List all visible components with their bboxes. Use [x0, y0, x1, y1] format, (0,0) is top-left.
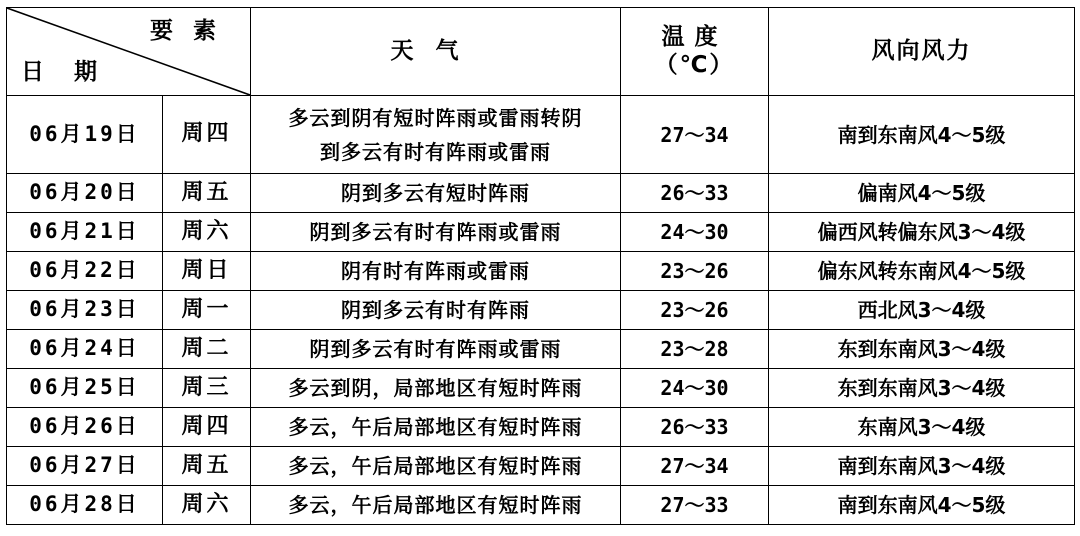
weekday-cell: 周日 — [163, 252, 251, 291]
weekday-cell: 周三 — [163, 369, 251, 408]
date-cell: 06月20日 — [7, 174, 163, 213]
date-cell: 06月22日 — [7, 252, 163, 291]
wind-cell: 偏西风转偏东风3～4级 — [769, 213, 1075, 252]
wind-cell: 东到东南风3～4级 — [769, 369, 1075, 408]
header-temperature-label: 温度 — [661, 23, 728, 50]
table-row — [7, 447, 1075, 486]
forecast-table — [6, 7, 1075, 525]
temperature-cell: 27～34 — [621, 447, 769, 486]
header-wind: 风向风力 — [769, 8, 1075, 96]
wind-cell: 东到东南风3～4级 — [769, 330, 1075, 369]
wind-cell: 偏南风4～5级 — [769, 174, 1075, 213]
corner-elements-label: 要素 — [150, 18, 236, 44]
table-row — [7, 252, 1075, 291]
header-temperature — [621, 8, 769, 96]
date-cell: 06月26日 — [7, 408, 163, 447]
corner-date-label: 日期 — [21, 59, 127, 86]
date-cell: 06月24日 — [7, 330, 163, 369]
table-row — [7, 96, 1075, 174]
header-temperature-unit: （℃） — [654, 51, 735, 78]
weather-cell: 阴到多云有时有阵雨或雷雨 — [251, 330, 621, 369]
date-cell: 06月27日 — [7, 447, 163, 486]
date-cell: 06月28日 — [7, 486, 163, 525]
date-cell: 06月19日 — [7, 96, 163, 174]
temperature-cell: 23～26 — [621, 252, 769, 291]
wind-cell: 西北风3～4级 — [769, 291, 1075, 330]
weekday-cell: 周二 — [163, 330, 251, 369]
table-row — [7, 408, 1075, 447]
date-cell: 06月25日 — [7, 369, 163, 408]
weekday-cell: 周四 — [163, 96, 251, 174]
wind-cell: 南到东南风4～5级 — [769, 486, 1075, 525]
weather-cell — [251, 96, 621, 174]
header-weather: 天气 — [251, 8, 621, 96]
weekday-cell: 周五 — [163, 447, 251, 486]
weather-cell: 多云，午后局部地区有短时阵雨 — [251, 486, 621, 525]
temperature-cell: 23～28 — [621, 330, 769, 369]
temperature-cell: 24～30 — [621, 213, 769, 252]
wind-cell: 南到东南风3～4级 — [769, 447, 1075, 486]
temperature-cell: 27～33 — [621, 486, 769, 525]
weekday-cell: 周六 — [163, 486, 251, 525]
weather-cell: 阴到多云有时有阵雨或雷雨 — [251, 213, 621, 252]
date-cell: 06月23日 — [7, 291, 163, 330]
weather-cell: 多云，午后局部地区有短时阵雨 — [251, 408, 621, 447]
weekday-cell: 周五 — [163, 174, 251, 213]
weekday-cell: 周一 — [163, 291, 251, 330]
wind-cell: 偏东风转东南风4～5级 — [769, 252, 1075, 291]
weather-cell: 多云，午后局部地区有短时阵雨 — [251, 447, 621, 486]
temperature-cell: 23～26 — [621, 291, 769, 330]
temperature-cell: 26～33 — [621, 408, 769, 447]
table-row — [7, 174, 1075, 213]
table-row — [7, 486, 1075, 525]
temperature-cell: 27～34 — [621, 96, 769, 174]
diagonal-header-cell — [7, 8, 251, 96]
table-row — [7, 291, 1075, 330]
weather-cell: 多云到阴，局部地区有短时阵雨 — [251, 369, 621, 408]
weekday-cell: 周六 — [163, 213, 251, 252]
weekday-cell: 周四 — [163, 408, 251, 447]
wind-cell: 东南风3～4级 — [769, 408, 1075, 447]
weather-cell: 阴有时有阵雨或雷雨 — [251, 252, 621, 291]
weather-cell: 阴到多云有短时阵雨 — [251, 174, 621, 213]
table-row — [7, 330, 1075, 369]
temperature-cell: 24～30 — [621, 369, 769, 408]
table-header-row — [7, 8, 1075, 96]
temperature-cell: 26～33 — [621, 174, 769, 213]
weather-line-1: 多云到阴有短时阵雨或雷雨转阴 — [288, 105, 583, 130]
weather-cell: 阴到多云有时有阵雨 — [251, 291, 621, 330]
table-row — [7, 369, 1075, 408]
wind-cell: 南到东南风4～5级 — [769, 96, 1075, 174]
table-row — [7, 213, 1075, 252]
weather-line-2: 到多云有时有阵雨或雷雨 — [320, 139, 551, 164]
date-cell: 06月21日 — [7, 213, 163, 252]
